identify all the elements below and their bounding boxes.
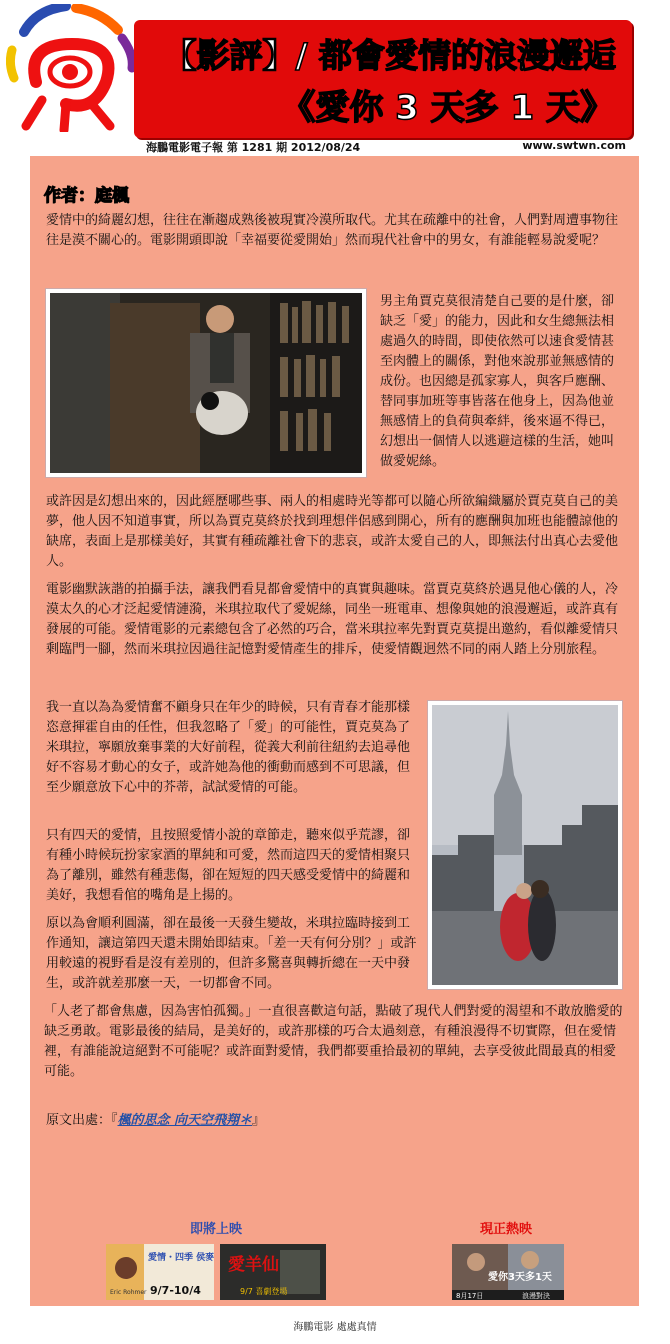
paragraph-3: 或許因是幻想出來的，因此經歷哪些事、兩人的相處時光等都可以隨心所欲編織屬於賈克莫自己的美夢，他人因不知道事實，所以為賈克莫終於找到理想伴侶感到開心，所有的應酬與加班也能體諒他的缺席，表面上是那樣美好，其實有種疏離社會下的悲哀，或許太愛自己的人，即無法付出真心去愛他人。 [46,494,619,569]
poster-aiyang-title: 愛羊仙 [228,1255,279,1275]
now-showing-label: 現正熱映 [480,1222,533,1237]
issue-info: 海鵬電影電子報 第 1281 期 2012/08/24 [146,141,361,154]
poster-rohmer-dates: 9/7-10/4 [150,1284,201,1297]
poster-now-tag: 浪漫對決 [522,1292,550,1300]
poster-rohmer-sub: Eric Rohmer [110,1289,147,1296]
poster-aiyang-dates: 9/7 喜劇登場 [240,1287,288,1296]
title-banner [134,20,632,138]
headline-title: 【影評】/ 都會愛情的浪漫邂逅 [163,36,616,75]
source-label: 原文出處：『 [46,1113,118,1128]
paragraph-4: 電影幽默詼諧的拍攝手法，讓我們看見都會愛情中的真實與趣味。當賈克莫終於遇見他心儀的人，冷漠太久的心才泛起愛情漣漪，米琪拉取代了愛妮絲，同坐一班電車、想像與她的浪漫邂逅，或許真有發展的可能。愛情電影的元素總包含了必然的巧合，當米琪拉率先對賈克莫提出邀約，看似離愛情只剩臨門一腳，然而米琪拉因過往記憶對愛情產生的排斥，使愛情觀迥然不同的兩人踏上分別旅程。 [46,582,619,657]
author-byline: 作者：庭楓 [44,186,129,206]
film-still-1 [45,288,367,478]
poster-now-showing[interactable] [452,1244,564,1300]
poster-aiyang[interactable] [220,1244,326,1300]
upcoming-label: 即將上映 [190,1222,243,1237]
movie-title: 《愛你 3 天多 1 天》 [281,88,614,128]
paragraph-5: 我一直以為為愛情奮不顧身只在年少的時候，只有青春才能那樣恣意揮霍自由的任性，但我忽略了「愛」的可能性，賈克莫為了米琪拉，寧願放棄事業的大好前程，從義大利前往紐約去追尋他好不容易才動心的女子，或許她為他的衝動而感到不可思議，但至少願意放下心中的芥蒂，試試愛情的可能。 [46,700,411,795]
poster-now-title: 愛你3天多1天 [488,1272,552,1283]
paragraph-2: 男主角賈克莫很清楚自己要的是什麼，卻缺乏「愛」的能力，因此和女生總無法相處過久的時間，即使依然可以速食愛情甚至肉體上的關係，對他來說那並無感情的成份。也因總是孤家寡人，與客戶應酬、替同事加班等事皆落在他身上，因為他並無感情上的負荷與牽絆，後來逼不得已，幻想出一個情人以逃避這樣的生活，她叫做愛妮絲。 [380,294,615,469]
site-url[interactable]: www.swtwn.com [522,139,626,152]
paragraph-8: 「人老了都會焦慮，因為害怕孤獨。」一直很喜歡這句話，點破了現代人們對愛的渴望和不敢放膽愛的缺乏勇敢。電影最後的結局，是美好的，或許那樣的巧合太過刻意，有種浪漫得不切實際，但在愛情裡，有誰能說這絕對不可能呢？或許面對愛情，我們都要重拾最初的單純，去享受彼此間最真的相愛可能。 [44,1004,623,1079]
poster-rohmer[interactable] [106,1244,214,1300]
paragraph-7: 原以為會順利圓滿，卻在最後一天發生變故，米琪拉臨時接到工作通知，讓這第四天還未開始即結束。「差一天有何分別？」或許用較遠的視野看是沒有差別的，但許多驚喜與轉折總在一天中發生，或許就差那麼一天，一切都會不同。 [46,916,417,991]
source-close: 』 [252,1113,266,1128]
source-link[interactable]: 楓的思念 向天空飛翔＊ [117,1113,253,1128]
paragraph-6: 只有四天的愛情，且按照愛情小說的章節走，聽來似乎荒謬，卻有種小時候玩扮家家酒的單純和可愛，然而這四天的愛情相聚只為了離別，雖然有種悲傷，卻在短短的四天感受愛情中的綺麗和美好，我想看倌的嘴角是上揚的。 [46,828,411,903]
source-line [46,1109,265,1128]
film-still-2 [427,700,623,990]
poster-now-date: 8月17日 [456,1292,484,1300]
poster-rohmer-title: 愛情・四季 侯麥 [148,1253,214,1263]
haipeng-logo [6,4,136,132]
paragraph-1: 愛情中的綺麗幻想，往往在漸趨成熟後被現實冷漠所取代。尤其在疏離中的社會，人們對周遭事物往往是漠不關心的。電影開頭即說「幸福要從愛開始」然而現代社會中的男女，有誰能輕易說愛呢？ [46,213,619,248]
footer-slogan: 海鵬電影 處處真情 [293,1322,377,1333]
